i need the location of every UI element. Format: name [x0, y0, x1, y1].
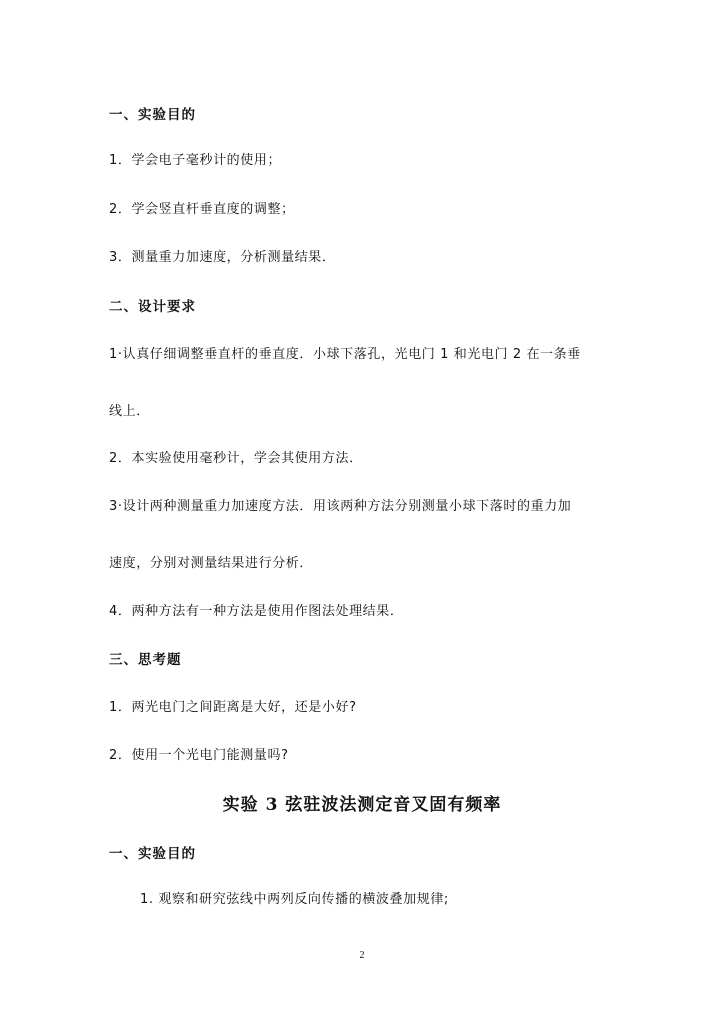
requirement-item-3-line-2: 速度，分别对测量结果进行分析． — [109, 556, 314, 571]
page-number: 2 — [359, 950, 365, 961]
experiment-3-heading-objectives: 一、实验目的 — [109, 846, 196, 862]
objective-item-3: 3．测量重力加速度，分析测量结果． — [109, 250, 336, 265]
requirement-item-3-line-1: 3·设计两种测量重力加速度方法．用该两种方法分别测量小球下落时的重力加 — [109, 499, 572, 514]
requirement-item-1-line-1: 1·认真仔细调整垂直杆的垂直度．小球下落孔，光电门 1 和光电门 2 在一条垂 — [109, 347, 581, 362]
requirement-item-4: 4．两种方法有一种方法是使用作图法处理结果． — [109, 604, 404, 619]
objective-item-1: 1．学会电子毫秒计的使用； — [109, 153, 282, 168]
section-heading-objectives: 一、实验目的 — [109, 107, 196, 123]
requirement-item-2: 2．本实验使用毫秒计，学会其使用方法． — [109, 451, 363, 466]
objective-item-2: 2．学会竖直杆垂直度的调整； — [109, 202, 295, 217]
question-item-2: 2．使用一个光电门能测量吗? — [109, 748, 289, 763]
experiment-3-title: 实验 3 弦驻波法测定音叉固有频率 — [222, 795, 502, 815]
section-heading-design-requirements: 二、设计要求 — [109, 299, 196, 315]
question-item-1: 1．两光电门之间距离是大好，还是小好? — [109, 700, 357, 715]
requirement-item-1-line-2: 线上． — [109, 404, 150, 419]
section-heading-questions: 三、思考题 — [109, 652, 182, 668]
experiment-3-objective-item-1: 1. 观察和研究弦线中两列反向传播的横波叠加规律; — [140, 892, 449, 907]
